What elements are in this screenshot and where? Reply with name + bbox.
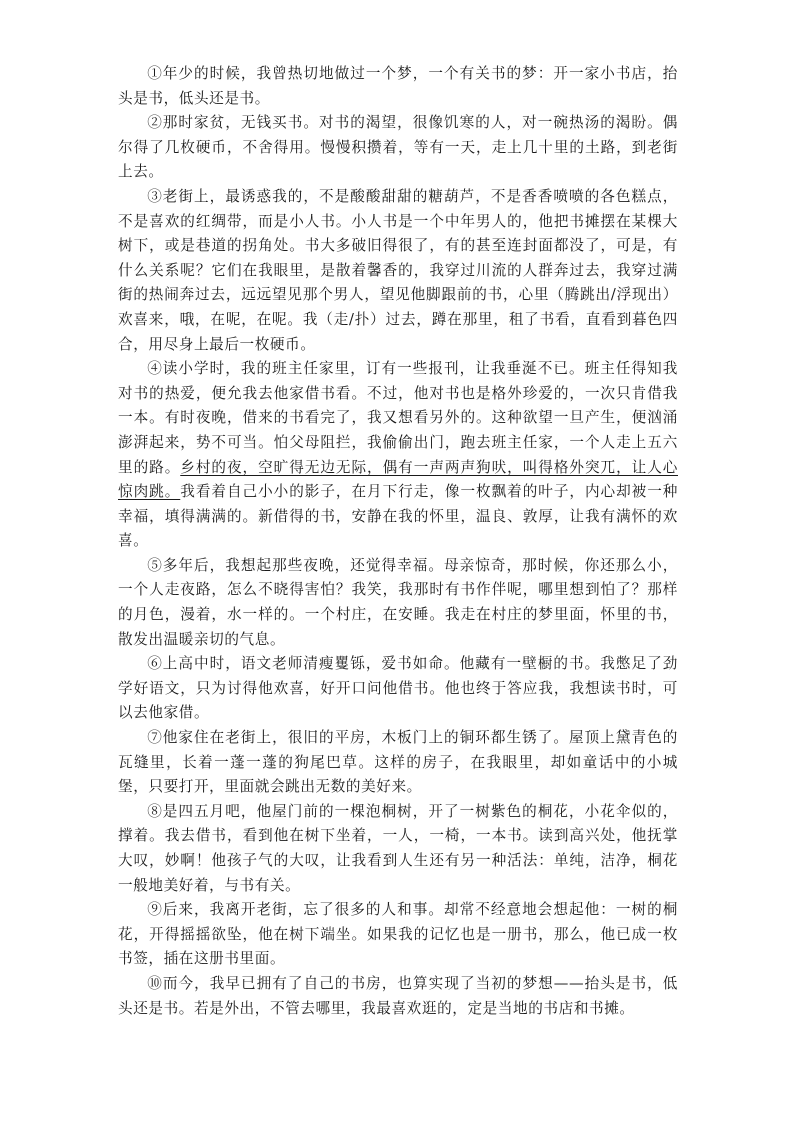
paragraph-text: ②那时家贫，无钱买书。对书的渴望，很像饥寒的人，对一碗热汤的渴盼。偶尔得了几枚硬币，不舍得用。慢慢积攒着，等有一天，走上几十里的土路，到老街上去。 [118,114,678,181]
underlined-sentence: 乡村的夜，空旷得无边无际，偶有一声两声狗吠，叫得格外突兀，让人心惊肉跳。 [118,458,678,501]
paragraph-9 [118,898,678,972]
paragraph-text: ③老街上，最诱惑我的，不是酸酸甜甜的糖葫芦，不是香香喷喷的各色糕点，不是喜欢的红绸带，而是小人书。小人书是一个中年男人的，他把书摊摆在某棵大树下，或是巷道的拐角处。书大多破旧得很了，有的甚至连封面都没了，可是，有什么关系呢？它们在我眼里，是散着馨香的，我穿过川流的人群奔过去，我穿过满街的热闹奔过去，远远望见那个男人，望见他脚跟前的书，心里（腾跳出/浮现出）欢喜来，哦，在呢，在呢。我（走/扑）过去，蹲在那里，租了书看，直看到暮色四合，用尽身上最后一枚硬币。 [118,187,678,353]
paragraph-1 [118,62,678,111]
paragraph-7 [118,726,678,800]
paragraph-4 [118,357,678,554]
paragraph-2 [118,111,678,185]
paragraph-text: ④读小学时，我的班主任家里，订有一些报刊，让我垂涎不已。班主任得知我对书的热爱，便允我去他家借书看。不过，他对书也是格外珍爱的，一次只肯借我一本。有时夜晚，借来的书看完了，我又想看另外的。这种欲望一旦产生，便汹涌澎湃起来，势不可当。怕父母阻拦，我偷偷出门，跑去班主任家，一个人走上五六里的路。 [118,360,678,476]
paragraph-text: ①年少的时候，我曾热切地做过一个梦，一个有关书的梦：开一家小书店，抬头是书，低头还是书。 [118,65,678,107]
paragraph-text: ⑨后来，我离开老街，忘了很多的人和事。却常不经意地会想起他：一树的桐花，开得摇摇欲坠，他在树下端坐。如果我的记忆也是一册书，那么，他已成一枚书签，插在这册书里面。 [118,901,678,968]
paragraph-text: 我看着自己小小的影子，在月下行走，像一枚飘着的叶子，内心却被一种幸福，填得满满的。新借得的书，安静在我的怀里，温良、敦厚，让我有满怀的欢喜。 [118,483,678,550]
paragraph-text: ⑥上高中时，语文老师清瘦矍铄，爱书如命。他藏有一壁橱的书。我憋足了劲学好语文，只为讨得他欢喜，好开口问他借书。他也终于答应我，我想读书时，可以去他家借。 [118,655,678,722]
article-body [118,62,678,1021]
paragraph-text: ⑤多年后，我想起那些夜晚，还觉得幸福。母亲惊奇，那时候，你还那么小，一个人走夜路，怎么不晓得害怕？我笑，我那时有书作伴呢，哪里想到怕了？那样的月色，漫着，水一样的。一个村庄，在安睡。我走在村庄的梦里面，怀里的书，散发出温暖亲切的气息。 [118,556,678,648]
paragraph-3 [118,185,678,357]
paragraph-text: ⑩而今，我早已拥有了自己的书房，也算实现了当初的梦想——抬头是书，低头还是书。若是外出，不管去哪里，我最喜欢逛的，定是当地的书店和书摊。 [118,974,678,1017]
paragraph-5 [118,554,678,652]
paragraph-6 [118,652,678,726]
paragraph-text: ⑧是四五月吧，他屋门前的一棵泡桐树，开了一树紫色的桐花，小花伞似的，撑着。我去借书，看到他在树下坐着，一人，一椅，一本书。读到高兴处，他抚掌大叹，妙啊！他孩子气的大叹，让我看到人生还有另一种活法：单纯，洁净，桐花一般地美好着，与书有关。 [118,802,678,894]
paragraph-8 [118,800,678,898]
paragraph-text: ⑦他家住在老街上，很旧的平房，木板门上的铜环都生锈了。屋顶上黛青色的瓦缝里，长着一蓬一蓬的狗尾巴草。这样的房子，在我眼里，却如童话中的小城堡，只要打开，里面就会跳出无数的美好来。 [118,729,678,796]
paragraph-10 [118,972,678,1021]
